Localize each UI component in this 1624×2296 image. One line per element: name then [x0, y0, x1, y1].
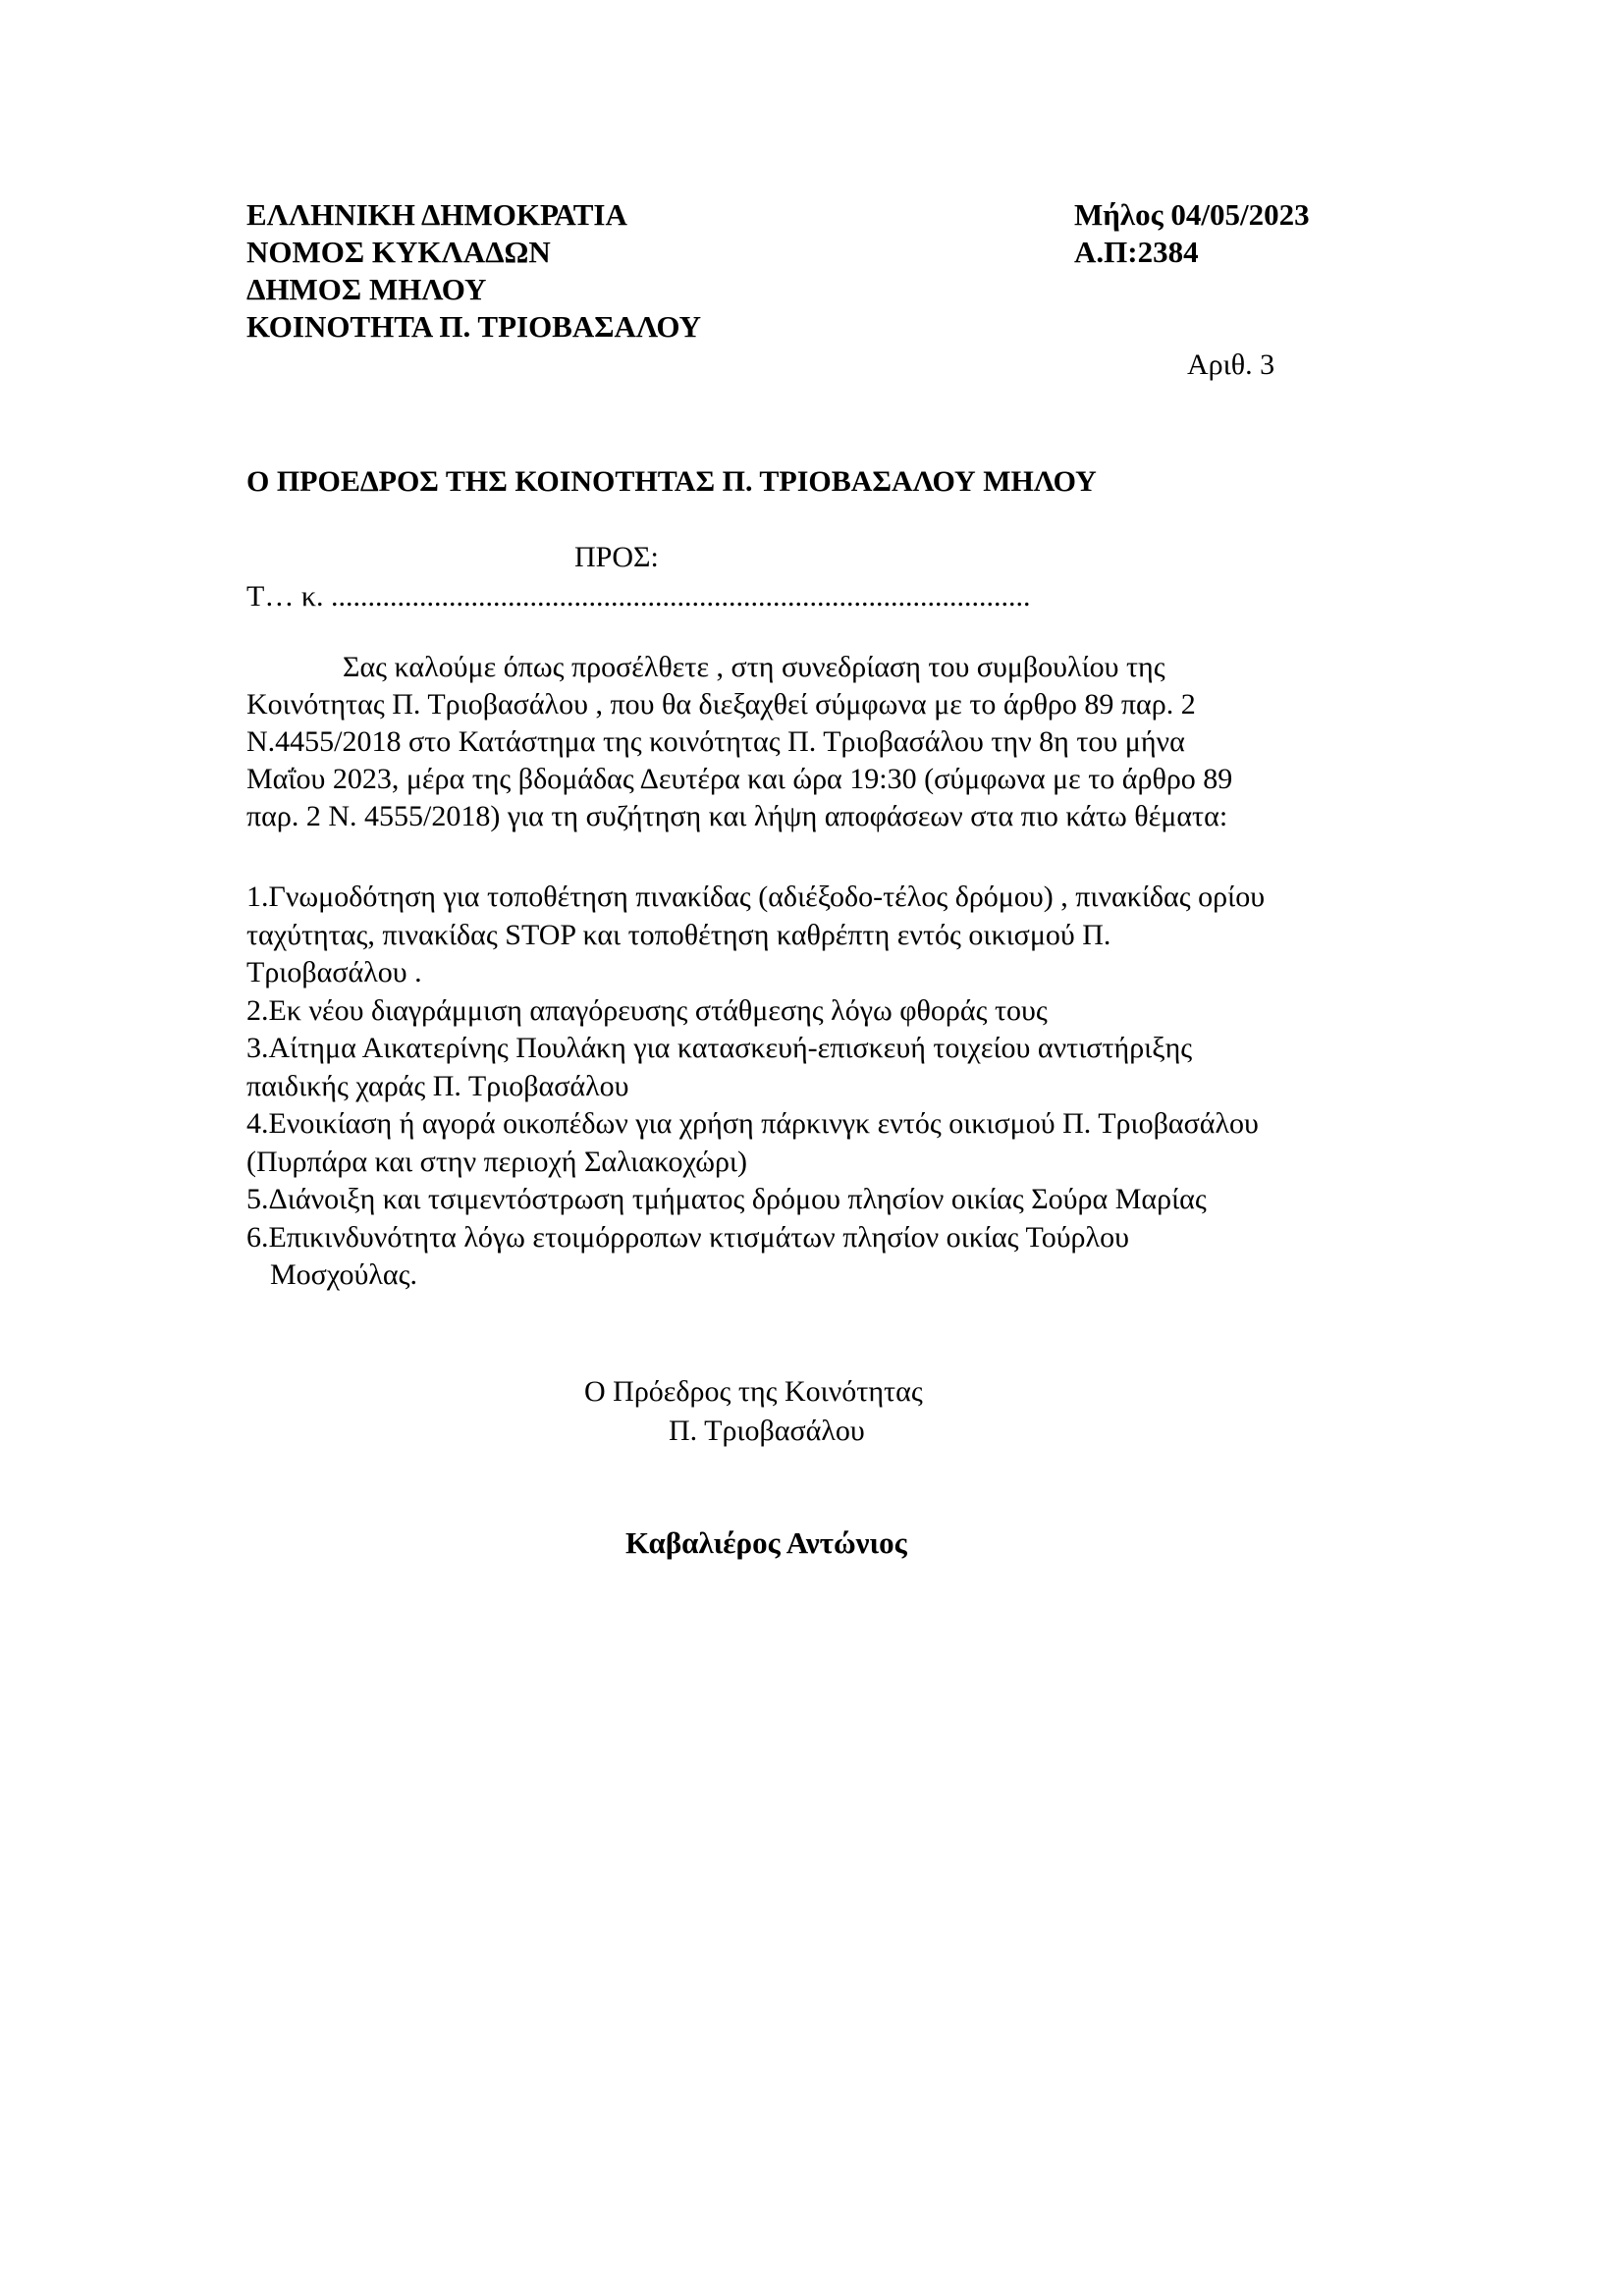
date-protocol-block — [1074, 196, 1310, 271]
closing-block — [584, 1372, 923, 1451]
agenda-item-line: 6.Επικινδυνότητα λόγω ετοιμόρροπων κτισμάτων πλησίον οικίας Τούρλου — [246, 1220, 1129, 1254]
protocol-number: Α.Π:2384 — [1074, 235, 1199, 269]
closing-title: Ο Πρόεδρος της Κοινότητας — [584, 1375, 923, 1408]
document-number: Αριθ. 3 — [1187, 348, 1275, 381]
paragraph-line: παρ. 2 Ν. 4555/2018) για τη συζήτηση και λήψη αποφάσεων στα πιο κάτω θέματα: — [246, 800, 1228, 832]
closing-community: Π. Τριοβασάλου — [669, 1415, 865, 1447]
agenda-item-line: 2.Εκ νέου διαγράμμιση απαγόρευσης στάθμεσης λόγω φθοράς τους — [246, 993, 1048, 1027]
agenda-item-line: παιδικής χαράς Π. Τριοβασάλου — [246, 1069, 629, 1102]
paragraph-line: Μαΐου 2023, μέρα της βδομάδας Δευτέρα και ώρα 19:30 (σύμφωνα με το άρθρο 89 — [246, 763, 1233, 795]
agenda-item-line: Τριοβασάλου . — [246, 956, 422, 988]
signatory-name: Καβαλιέρος Αντώνιος — [625, 1525, 907, 1560]
place-date: Μήλος 04/05/2023 — [1074, 197, 1310, 232]
agenda-item-line: 1.Γνωμοδότηση για τοποθέτηση πινακίδας (αδιέξοδο-τέλος δρόμου) , πινακίδας ορίου — [246, 881, 1266, 913]
header-community: ΚΟΙΝΟΤΗΤΑ Π. ΤΡΙΟΒΑΣΑΛΟΥ — [246, 309, 702, 344]
header-municipality: ΔΗΜΟΣ ΜΗΛΟΥ — [246, 272, 487, 306]
agenda-list — [246, 879, 1425, 1295]
agenda-item-line: 3.Αίτημα Αικατερίνης Πουλάκη για κατασκευή-επισκευή τοιχείου αντιστήριξης — [246, 1032, 1193, 1064]
recipient-label: ΠΡΟΣ: — [574, 541, 659, 573]
agenda-item-line: 5.Διάνοιξη και τσιμεντόστρωση τμήματος δρόμου πλησίον οικίας Σούρα Μαρίας — [246, 1183, 1207, 1215]
invitation-paragraph — [246, 649, 1366, 835]
paragraph-line: Κοινότητας Π. Τριοβασάλου , που θα διεξαχθεί σύμφωνα με το άρθρο 89 παρ. 2 — [246, 688, 1196, 721]
page-title: Ο ΠΡΟΕΔΡΟΣ ΤΗΣ ΚΟΙΝΟΤΗΤΑΣ Π. ΤΡΙΟΒΑΣΑΛΟΥ ΜΗΛΟΥ — [246, 465, 1097, 498]
issuer-header — [246, 196, 701, 346]
header-country: ΕΛΛΗΝΙΚΗ ΔΗΜΟΚΡΑΤΙΑ — [246, 197, 627, 232]
paragraph-line: Ν.4455/2018 στο Κατάστημα της κοινότητας Π. Τριοβασάλου την 8η του μήνα — [246, 725, 1185, 758]
agenda-item-line: Μοσχούλας. — [270, 1258, 417, 1291]
paragraph-line: Σας καλούμε όπως προσέλθετε , στη συνεδρίαση του συμβουλίου της — [343, 651, 1165, 683]
agenda-item-line: ταχύτητας, πινακίδας STOP και τοποθέτηση καθρέπτη εντός οικισμού Π. — [246, 918, 1111, 951]
agenda-item-line: 4.Ενοικίαση ή αγορά οικοπέδων για χρήση πάρκινγκ εντός οικισμού Π. Τριοβασάλου — [246, 1107, 1259, 1140]
header-prefecture: ΝΟΜΟΣ ΚΥΚΛΑΔΩΝ — [246, 235, 551, 269]
agenda-item-line: (Πυρπάρα και στην περιοχή Σαλιακοχώρι) — [246, 1145, 747, 1178]
recipient-line: Τ… κ. ............................................................................................... — [246, 580, 1031, 613]
